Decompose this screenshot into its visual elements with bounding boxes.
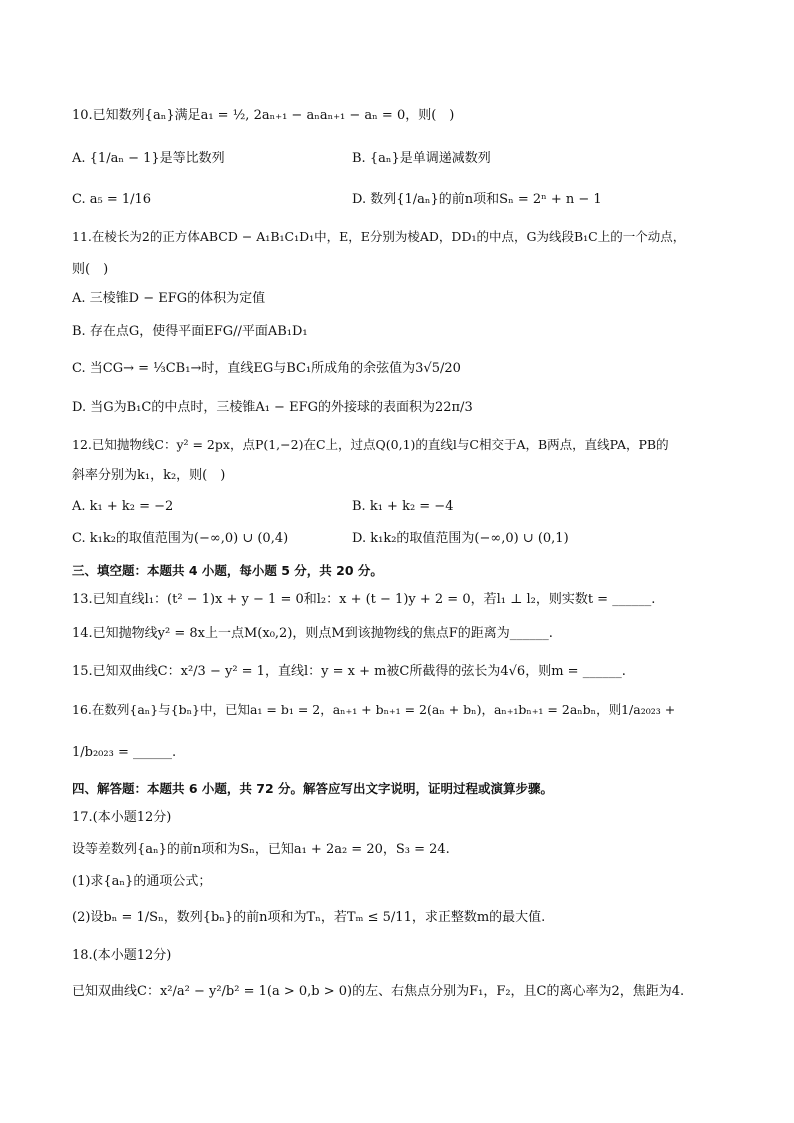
question-12-stem-line1: 12.已知抛物线C：y² = 2px，点P(1,−2)在C上，过点Q(0,1)的直线l与C相交于A，B两点，直线PA，PB的 <box>72 437 669 452</box>
question-17-part-2: (2)设bₙ = 1/Sₙ，数列{bₙ}的前n项和为Tₙ，若Tₘ ≤ 5/11，求正整数m的最大值. <box>72 910 546 925</box>
question-15: 15.已知双曲线C：x²/3 − y² = 1，直线l：y = x + m被C所截得的弦长为4√6，则m = ______. <box>72 664 626 679</box>
question-17-part-1: (1)求{aₙ}的通项公式； <box>72 874 212 889</box>
section-3-heading: 三、填空题：本题共 4 小题，每小题 5 分，共 20 分。 <box>72 563 383 578</box>
question-10-option-a: A. {1/aₙ − 1}是等比数列 <box>72 151 225 166</box>
question-10-option-d: D. 数列{1/aₙ}的前n项和Sₙ = 2ⁿ + n − 1 <box>352 192 602 207</box>
question-12-option-b: B. k₁ + k₂ = −4 <box>352 499 454 514</box>
question-12-option-c: C. k₁k₂的取值范围为(−∞,0) ∪ (0,4) <box>72 531 289 546</box>
question-17-heading: 17.(本小题12分) <box>72 810 172 825</box>
section-4-heading: 四、解答题：本题共 6 小题，共 72 分。解答应写出文字说明，证明过程或演算步骤。 <box>72 781 554 796</box>
question-16-line1: 16.在数列{aₙ}与{bₙ}中，已知a₁ = b₁ = 2，aₙ₊₁ + bₙ₊₁ = 2(aₙ + bₙ)，aₙ₊₁bₙ₊₁ = 2aₙbₙ，则1/a₂₀₂₃ + <box>72 702 676 717</box>
question-18-stem: 已知双曲线C：x²/a² − y²/b² = 1(a > 0,b > 0)的左、右焦点分别为F₁，F₂，且C的离心率为2，焦距为4. <box>72 984 685 999</box>
question-10-option-c: C. a₅ = 1/16 <box>72 192 152 207</box>
question-18-heading: 18.(本小题12分) <box>72 948 172 963</box>
question-11-option-c: C. 当CG→ = ⅓CB₁→时，直线EG与BC₁所成角的余弦值为3√5/20 <box>72 361 461 376</box>
question-13: 13.已知直线l₁：(t² − 1)x + y − 1 = 0和l₂：x + (t − 1)y + 2 = 0，若l₁ ⊥ l₂，则实数t = ______. <box>72 592 656 607</box>
question-16-line2: 1/b₂₀₂₃ = ______. <box>72 745 177 760</box>
question-11-option-d: D. 当G为B₁C的中点时，三棱锥A₁ − EFG的外接球的表面积为22π/3 <box>72 400 473 415</box>
question-11-stem-line1: 11.在棱长为2的正方体ABCD − A₁B₁C₁D₁中，E，E分别为棱AD，DD₁的中点，G为线段B₁C上的一个动点， <box>72 229 686 244</box>
question-14: 14.已知抛物线y² = 8x上一点M(x₀,2)，则点M到该抛物线的焦点F的距离为______. <box>72 626 553 641</box>
question-12-option-a: A. k₁ + k₂ = −2 <box>72 499 174 514</box>
question-11-stem-line2: 则( ) <box>72 262 109 277</box>
question-11-option-a: A. 三棱锥D − EFG的体积为定值 <box>72 291 266 306</box>
question-10-option-b: B. {aₙ}是单调递减数列 <box>352 151 491 166</box>
question-11-option-b: B. 存在点G，使得平面EFG//平面AB₁D₁ <box>72 324 308 339</box>
question-17-stem: 设等差数列{aₙ}的前n项和为Sₙ，已知a₁ + 2a₂ = 20，S₃ = 24. <box>72 842 450 857</box>
question-12-stem-line2: 斜率分别为k₁，k₂，则( ) <box>72 468 226 483</box>
question-10-stem: 10.已知数列{aₙ}满足a₁ = ½, 2aₙ₊₁ − aₙaₙ₊₁ − aₙ = 0，则( ) <box>72 108 455 123</box>
question-12-option-d: D. k₁k₂的取值范围为(−∞,0) ∪ (0,1) <box>352 531 569 546</box>
